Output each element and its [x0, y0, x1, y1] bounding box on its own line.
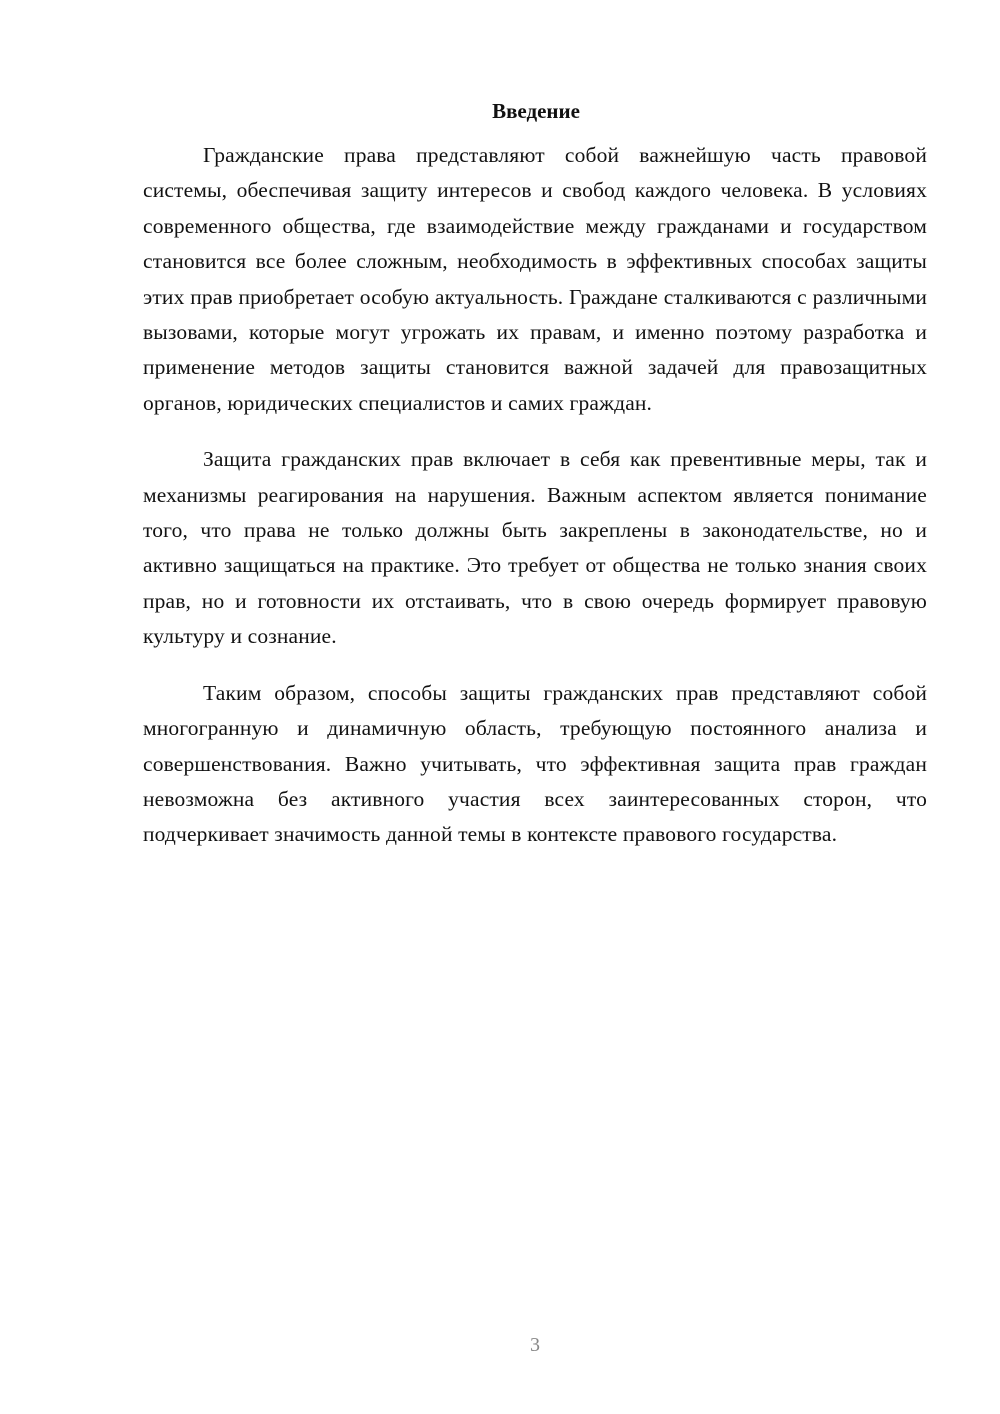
section-heading: Введение: [492, 99, 580, 123]
paragraph-3: Таким образом, способы защиты гражданских прав представляют собой многогранную и динамичную область, требующую постоянного анализа и совершенствования. Важно учитывать, что эффективная защита прав граждан невозможна без активного участия всех заинтересованных сторон, что подчеркивает значимость данной темы в контексте правового государства.: [143, 680, 927, 847]
paragraph-1: Гражданские права представляют собой важнейшую часть правовой системы, обеспечивая защиту интересов и свобод каждого человека. В условиях современного общества, где взаимодействие между гражданами и государством становится все более сложным, необходимость в эффективных способах защиты этих прав приобретает особую актуальность. Граждане сталкиваются с различными вызовами, которые могут угрожать их правам, и именно поэтому разработка и применение методов защиты становится важной задачей для правозащитных органов, юридических специалистов и самих граждан.: [143, 143, 927, 415]
page-number: 3: [530, 1334, 540, 1356]
page-content: [143, 96, 927, 874]
paragraph-2: Защита гражданских прав включает в себя как превентивные меры, так и механизмы реагирования на нарушения. Важным аспектом является понимание того, что права не только должны быть закреплены в законодательстве, но и активно защищаться на практике. Это требует от общества не только знания своих прав, но и готовности их отстаивать, что в свою очередь формирует правовую культуру и сознание.: [143, 447, 927, 649]
